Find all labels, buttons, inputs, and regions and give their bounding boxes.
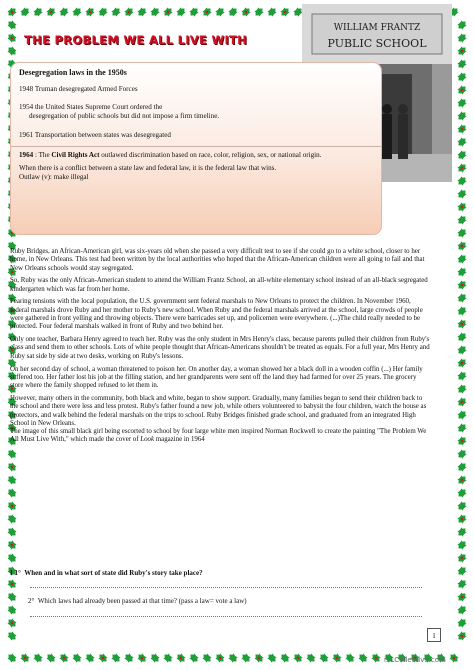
holly-leaf <box>71 6 83 18</box>
paragraph-4: Only one teacher, Barbara Henry agreed to teach her. Ruby was the only student in Mrs Henry's class, because parents pulled their children from Ruby's class and send them to other schools. Lots of white people thought that African-Americans shouldn't be treated as equals. For a full year, Mrs Henry and Ruby sat side by side at two desks, working on Ruby's lessons. <box>10 336 430 360</box>
holly-leaf <box>456 617 468 629</box>
holly-leaf <box>456 474 468 486</box>
holly-leaf <box>45 652 57 664</box>
holly-leaf <box>456 565 468 577</box>
holly-leaf <box>266 652 278 664</box>
holly-leaf <box>6 6 18 18</box>
story-text <box>10 248 430 449</box>
holly-leaf <box>279 652 291 664</box>
law-1964-act: Civil Rights Act <box>51 151 100 159</box>
holly-leaf <box>456 526 468 538</box>
watermark: iSLCollective.com <box>384 656 446 664</box>
holly-leaf <box>214 652 226 664</box>
holly-leaf <box>456 409 468 421</box>
holly-leaf <box>188 652 200 664</box>
question-2-number: 2° <box>28 597 35 605</box>
law-1954-line1: 1954 the United States Supreme Court ordered the <box>19 103 163 111</box>
holly-leaf <box>123 652 135 664</box>
page-number: 1 <box>427 628 441 642</box>
question-1 <box>10 569 430 577</box>
holly-leaf <box>32 652 44 664</box>
holly-leaf <box>344 652 356 664</box>
paragraph-5: On her second day of school, a woman threatened to poison her. On another day, a woman showed her a black doll in a wooden coffin (...) Her family suffered too. Her father lost his job at the filling station, and her grandparents were sent off the land they had farmed for over 25 years. The grocery store where the family shopped refused to let them in. <box>10 365 423 390</box>
holly-leaf <box>456 19 468 31</box>
holly-leaf <box>456 84 468 96</box>
holly-leaf <box>456 45 468 57</box>
holly-leaf <box>253 652 265 664</box>
photo-sign-line1: WILLIAM FRANTZ <box>333 23 421 33</box>
holly-leaf <box>188 6 200 18</box>
paragraph-7-end: magazine in 1964 <box>154 436 205 444</box>
holly-leaf <box>6 552 18 564</box>
law-1964 <box>19 151 373 160</box>
holly-leaf <box>162 6 174 18</box>
infobox-heading: Desegregation laws in the 1950s <box>19 68 127 77</box>
look-magazine: Look <box>140 436 155 444</box>
federal-law-note <box>19 164 373 182</box>
holly-leaf <box>456 331 468 343</box>
holly-leaf <box>58 6 70 18</box>
holly-leaf <box>6 32 18 44</box>
holly-leaf <box>136 652 148 664</box>
holly-leaf <box>97 652 109 664</box>
holly-leaf <box>456 253 468 265</box>
holly-leaf <box>456 214 468 226</box>
holly-leaf <box>357 652 369 664</box>
law-1964-year: 1964 <box>19 151 34 159</box>
holly-leaf <box>6 45 18 57</box>
paragraph-6: However, many others in the community, both black and white, began to show support. Gradually, many families began to send their children back to the school and there were less and less protest. Ruby's father found a new job, while others volunteered to babysit the four children, watch the house as protectors, and walk behind the federal marshals on the trips to school. Ruby Bridges finished grade school, and graduated from an integrated High School in New Orleans. <box>10 394 427 427</box>
outlaw-definition: Outlaw (v): make illegal <box>19 173 89 181</box>
holly-leaf <box>149 652 161 664</box>
holly-leaf <box>456 370 468 382</box>
holly-leaf <box>110 6 122 18</box>
holly-leaf <box>456 461 468 473</box>
holly-leaf <box>456 357 468 369</box>
answer-line-1[interactable] <box>30 587 422 588</box>
photo-sign-line2: PUBLIC SCHOOL <box>327 37 427 50</box>
holly-leaf <box>214 6 226 18</box>
holly-leaf <box>370 652 382 664</box>
holly-leaf <box>456 552 468 564</box>
holly-leaf <box>318 652 330 664</box>
holly-leaf <box>456 487 468 499</box>
holly-leaf <box>6 652 18 664</box>
holly-leaf <box>6 617 18 629</box>
holly-leaf <box>456 175 468 187</box>
desegregation-laws-box <box>10 62 382 235</box>
holly-leaf <box>266 6 278 18</box>
holly-leaf <box>240 6 252 18</box>
holly-leaf <box>136 6 148 18</box>
holly-leaf <box>6 630 18 642</box>
holly-leaf <box>456 435 468 447</box>
question-2-text: Which laws had already been passed at that time? (pass a law= vote a law) <box>37 597 247 605</box>
law-1964-rest: outlawed discrimination based on race, color, religion, sex, or national origin. <box>99 151 322 159</box>
page-title: THE PROBLEM WE ALL LIVE WITH <box>24 33 248 47</box>
holly-leaf <box>331 652 343 664</box>
holly-leaf <box>58 652 70 664</box>
holly-leaf <box>448 652 460 664</box>
holly-leaf <box>6 604 18 616</box>
holly-leaf <box>456 58 468 70</box>
holly-leaf <box>456 97 468 109</box>
question-2 <box>10 597 448 605</box>
holly-leaf <box>456 396 468 408</box>
holly-leaf <box>456 422 468 434</box>
holly-leaf <box>253 6 265 18</box>
holly-leaf <box>456 318 468 330</box>
holly-leaf <box>292 652 304 664</box>
holly-leaf <box>456 201 468 213</box>
holly-leaf <box>279 6 291 18</box>
holly-leaf <box>6 500 18 512</box>
answer-line-2[interactable] <box>30 616 422 617</box>
holly-leaf <box>45 6 57 18</box>
holly-leaf <box>456 71 468 83</box>
holly-leaf <box>456 32 468 44</box>
holly-leaf <box>456 149 468 161</box>
holly-leaf <box>6 448 18 460</box>
holly-leaf <box>227 652 239 664</box>
holly-leaf <box>97 6 109 18</box>
holly-leaf <box>240 652 252 664</box>
holly-leaf <box>456 539 468 551</box>
holly-leaf <box>456 591 468 603</box>
question-1-number: I 1° <box>10 569 21 577</box>
holly-leaf <box>456 604 468 616</box>
holly-leaf <box>6 19 18 31</box>
holly-leaf <box>149 6 161 18</box>
paragraph-1: Ruby Bridges, an African-American girl, was six-years old when she passed a very difficult test to see if she could go to a white school, closer to her home, in New Orleans. This test had been written by the local authorities who hoped that the African-American children were all going to fail and that New Orleans schools would stay segregated. <box>10 248 425 272</box>
holly-leaf <box>456 266 468 278</box>
holly-leaf <box>456 123 468 135</box>
holly-leaf <box>456 188 468 200</box>
holly-leaf <box>84 652 96 664</box>
holly-leaf <box>19 6 31 18</box>
paragraph-7-text: The image of this small black girl being escorted to school by four large white men inspired Norman Rockwell to create the painting "The Problem We All Must Live With," which made the cover of <box>10 428 427 444</box>
holly-leaf <box>6 461 18 473</box>
holly-leaf <box>456 136 468 148</box>
holly-leaf <box>6 474 18 486</box>
holly-leaf <box>456 305 468 317</box>
holly-leaf <box>162 652 174 664</box>
law-1954 <box>19 103 373 121</box>
paragraph-7 <box>10 428 430 445</box>
holly-leaf <box>456 292 468 304</box>
holly-leaf <box>201 652 213 664</box>
law-1948: 1948 Truman desegregated Armed Forces <box>19 85 138 93</box>
paragraph-3: Fearing tensions with the local population, the U.S. government sent federal marshals to New Orleans to protect the children. In November 1960, federal marshals drove Ruby and her mother to Ruby's new school. When Ruby and the federal marshals arrived at the school, large crowds of people were gathered in front yelling and throwing objects. There were barricades set up, and policemen were everywhere. (...)The child really needed to be protected. Four federal marshals walked in front of Ruby and two behind her. <box>10 298 423 331</box>
paragraph-2: So, Ruby was the only African-American student to attend the William Frantz School, an all-white elementary school instead of an all-black segregated kindergarten which was far from her home. <box>10 277 428 293</box>
holly-leaf <box>19 652 31 664</box>
holly-leaf <box>71 652 83 664</box>
holly-leaf <box>456 344 468 356</box>
holly-leaf <box>84 6 96 18</box>
infobox-divider <box>11 146 381 147</box>
holly-leaf <box>305 652 317 664</box>
holly-leaf <box>6 513 18 525</box>
holly-leaf <box>456 279 468 291</box>
holly-leaf <box>201 6 213 18</box>
holly-leaf <box>456 110 468 122</box>
holly-leaf <box>456 383 468 395</box>
law-1964-sep: : The <box>33 151 52 159</box>
holly-leaf <box>456 500 468 512</box>
holly-leaf <box>110 652 122 664</box>
holly-leaf <box>6 578 18 590</box>
holly-leaf <box>456 513 468 525</box>
law-1954-line2: desegregation of public schools but did not impose a firm timeline. <box>29 112 220 120</box>
holly-leaf <box>456 227 468 239</box>
holly-leaf <box>227 6 239 18</box>
holly-leaf <box>175 6 187 18</box>
holly-leaf <box>456 630 468 642</box>
holly-leaf <box>456 578 468 590</box>
holly-leaf <box>6 487 18 499</box>
holly-leaf <box>456 162 468 174</box>
question-1-text: When and in what sort of state did Ruby's story take place? <box>24 569 203 577</box>
federal-law-text: When there is a conflict between a state law and federal law, it is the federal law that wins. <box>19 164 277 172</box>
holly-leaf <box>456 240 468 252</box>
holly-leaf <box>6 526 18 538</box>
holly-leaf <box>175 652 187 664</box>
holly-leaf <box>6 539 18 551</box>
holly-leaf <box>32 6 44 18</box>
law-1961: 1961 Transportation between states was desegregated <box>19 131 171 139</box>
holly-leaf <box>456 448 468 460</box>
holly-leaf <box>123 6 135 18</box>
